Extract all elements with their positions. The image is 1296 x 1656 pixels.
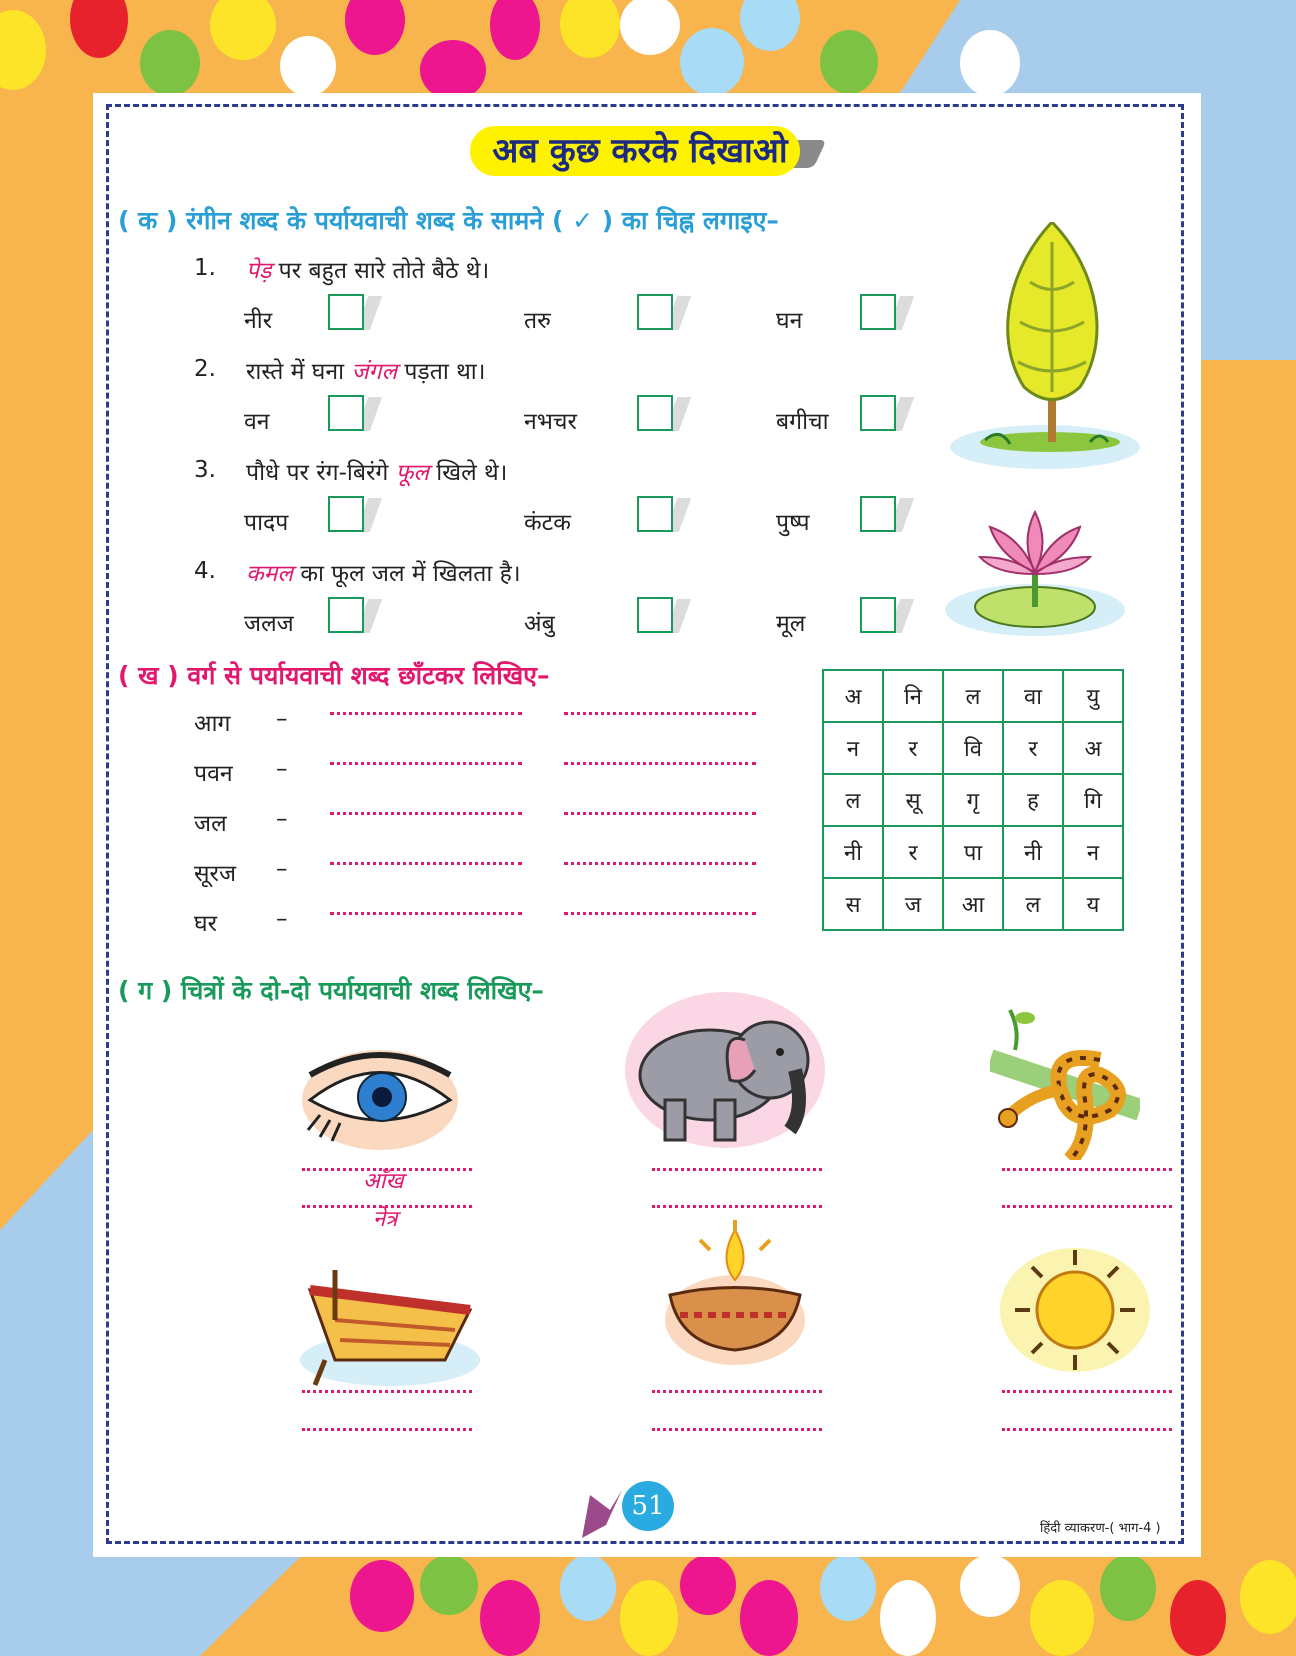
grid-cell: गि xyxy=(1063,774,1123,826)
example-answer-2: नेत्र xyxy=(373,1207,398,1232)
decor-dot xyxy=(420,1555,478,1615)
option-label: घन xyxy=(776,308,803,334)
grid-cell: नी xyxy=(1003,826,1063,878)
decor-dot xyxy=(1030,1580,1094,1656)
decor-dot xyxy=(1170,1580,1226,1656)
elephant-illustration xyxy=(620,990,830,1150)
answer-line[interactable] xyxy=(330,912,522,915)
answer-checkbox[interactable] xyxy=(637,395,673,431)
diya-illustration xyxy=(660,1220,810,1370)
grid-cell: न xyxy=(823,722,883,774)
option-label: नभचर xyxy=(524,409,577,435)
sentence-post: का फूल जल में खिलता है। xyxy=(293,561,521,587)
grid-cell: र xyxy=(1003,722,1063,774)
decor-dot xyxy=(140,30,200,96)
sentence-post: पड़ता था। xyxy=(397,359,486,385)
grid-cell: सू xyxy=(883,774,943,826)
sentence-pre: पौधे पर रंग-बिरंगे xyxy=(246,460,396,486)
question-number: 4. xyxy=(194,558,216,584)
answer-line[interactable] xyxy=(564,762,756,765)
eye-illustration xyxy=(300,1045,460,1155)
boat-illustration xyxy=(295,1260,485,1390)
section-kha-heading: ( ख ) वर्ग से पर्यायवाची शब्द छाँटकर लिखिए– xyxy=(118,661,550,690)
answer-checkbox[interactable] xyxy=(637,294,673,330)
sentence-pre: रास्ते में घना xyxy=(246,359,352,385)
answer-line[interactable] xyxy=(302,1428,472,1431)
answer-line[interactable] xyxy=(564,812,756,815)
grid-cell: आ xyxy=(943,878,1003,930)
word-label: आग xyxy=(194,711,231,737)
answer-checkbox[interactable] xyxy=(860,395,896,431)
question-number: 1. xyxy=(194,255,216,281)
question-sentence xyxy=(246,556,521,588)
option-label: नीर xyxy=(244,308,273,334)
grid-row xyxy=(823,670,1123,722)
decor-dot xyxy=(820,30,878,94)
grid-cell: ह xyxy=(1003,774,1063,826)
answer-line[interactable] xyxy=(564,912,756,915)
grid-cell: वि xyxy=(943,722,1003,774)
question-number: 3. xyxy=(194,457,216,483)
grid-cell: नी xyxy=(823,826,883,878)
snake-illustration xyxy=(990,1000,1140,1160)
grid-cell: न xyxy=(1063,826,1123,878)
grid-cell: अ xyxy=(823,670,883,722)
page-title-banner xyxy=(470,122,830,180)
page-number: 51 xyxy=(631,1491,665,1521)
grid-cell: पा xyxy=(943,826,1003,878)
highlighted-word: जंगल xyxy=(351,359,398,385)
answer-checkbox[interactable] xyxy=(860,597,896,633)
grid-cell: र xyxy=(883,826,943,878)
grid-cell: यु xyxy=(1063,670,1123,722)
lotus-illustration xyxy=(940,502,1130,642)
answer-checkbox[interactable] xyxy=(328,395,364,431)
word-label: सूरज xyxy=(194,861,237,887)
decor-dot xyxy=(680,1555,736,1615)
option-label: पुष्प xyxy=(776,510,810,536)
sun-illustration xyxy=(1000,1245,1150,1375)
answer-checkbox[interactable] xyxy=(860,496,896,532)
answer-line[interactable] xyxy=(1002,1428,1172,1431)
decor-dot xyxy=(350,1560,414,1632)
option-label: वन xyxy=(244,409,270,435)
example-answer-1: आँख xyxy=(363,1169,404,1194)
sentence-post: खिले थे। xyxy=(429,460,508,486)
answer-line[interactable] xyxy=(330,812,522,815)
answer-line[interactable] xyxy=(652,1390,822,1393)
highlighted-word: कमल xyxy=(246,561,294,587)
word-label: घर xyxy=(194,911,217,937)
section-ga-heading: ( ग ) चित्रों के दो-दो पर्यायवाची शब्द लिखिए– xyxy=(118,976,544,1005)
question-sentence xyxy=(246,354,485,386)
word-label: जल xyxy=(194,811,227,837)
answer-checkbox[interactable] xyxy=(637,496,673,532)
answer-line[interactable] xyxy=(302,1390,472,1393)
decor-dot xyxy=(680,28,744,96)
grid-row xyxy=(823,878,1123,930)
dash: – xyxy=(276,906,288,932)
option-label: पादप xyxy=(244,510,289,536)
option-label: तरु xyxy=(524,308,551,334)
answer-line[interactable] xyxy=(1002,1205,1172,1208)
answer-line[interactable] xyxy=(1002,1390,1172,1393)
decor-dot xyxy=(420,40,486,100)
dash: – xyxy=(276,806,288,832)
grid-row xyxy=(823,826,1123,878)
answer-line[interactable] xyxy=(564,712,756,715)
letter-grid xyxy=(822,669,1124,931)
question-sentence xyxy=(246,253,489,285)
highlighted-word: पेड़ xyxy=(246,258,272,284)
grid-cell: स xyxy=(823,878,883,930)
answer-line[interactable] xyxy=(564,862,756,865)
answer-checkbox[interactable] xyxy=(637,597,673,633)
question-number: 2. xyxy=(194,356,216,382)
option-label: अंबु xyxy=(524,611,555,637)
grid-cell: गृ xyxy=(943,774,1003,826)
tree-illustration xyxy=(940,222,1150,482)
decor-dot xyxy=(1240,1560,1296,1634)
question-sentence xyxy=(246,455,507,487)
book-title: हिंदी व्याकरण-( भाग-4 ) xyxy=(1040,1521,1161,1536)
grid-cell: ल xyxy=(943,670,1003,722)
highlighted-word: फूल xyxy=(395,460,429,486)
grid-row xyxy=(823,774,1123,826)
decor-dot xyxy=(480,1580,540,1656)
option-label: बगीचा xyxy=(776,409,829,435)
dash: – xyxy=(276,856,288,882)
decor-dot xyxy=(820,1555,876,1621)
answer-line[interactable] xyxy=(330,762,522,765)
word-label: पवन xyxy=(194,761,233,787)
grid-cell: ल xyxy=(823,774,883,826)
decor-dot xyxy=(960,30,1020,96)
answer-checkbox[interactable] xyxy=(328,294,364,330)
answer-line[interactable] xyxy=(652,1168,822,1171)
answer-checkbox[interactable] xyxy=(328,496,364,532)
answer-line[interactable] xyxy=(652,1205,822,1208)
grid-cell: अ xyxy=(1063,722,1123,774)
grid-cell: वा xyxy=(1003,670,1063,722)
page-title: अब कुछ करके दिखाओ xyxy=(492,131,788,171)
decor-dot xyxy=(960,1555,1020,1617)
decor-dot xyxy=(1100,1555,1156,1621)
grid-row xyxy=(823,722,1123,774)
decor-dot xyxy=(620,1580,678,1656)
answer-line[interactable] xyxy=(652,1428,822,1431)
answer-checkbox[interactable] xyxy=(328,597,364,633)
grid-cell: र xyxy=(883,722,943,774)
answer-line[interactable] xyxy=(330,862,522,865)
option-label: मूल xyxy=(776,611,806,637)
decor-dot xyxy=(880,1580,936,1656)
dash: – xyxy=(276,756,288,782)
grid-cell: नि xyxy=(883,670,943,722)
sentence-post: पर बहुत सारे तोते बैठे थे। xyxy=(271,258,490,284)
grid-cell: ज xyxy=(883,878,943,930)
decor-dot xyxy=(280,36,336,96)
decor-dot xyxy=(740,1580,798,1656)
answer-line[interactable] xyxy=(1002,1168,1172,1171)
answer-line[interactable] xyxy=(330,712,522,715)
decor-dot xyxy=(560,1555,616,1621)
section-ka-heading: ( क ) रंगीन शब्द के पर्यायवाची शब्द के सामने ( ✓ ) का चिह्न लगाइए– xyxy=(118,206,779,235)
option-label: जलज xyxy=(244,611,294,637)
answer-checkbox[interactable] xyxy=(860,294,896,330)
dash: – xyxy=(276,706,288,732)
grid-cell: ल xyxy=(1003,878,1063,930)
grid-cell: य xyxy=(1063,878,1123,930)
option-label: कंटक xyxy=(524,510,571,536)
